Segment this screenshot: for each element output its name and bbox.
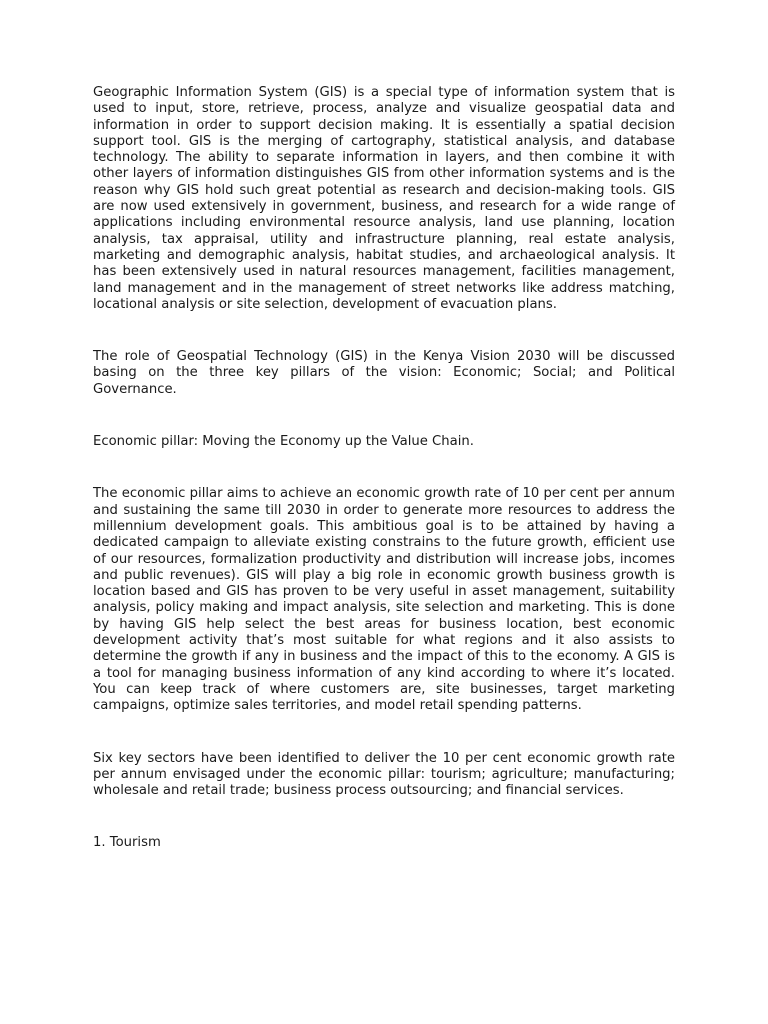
- heading-tourism: 1. Tourism: [93, 835, 161, 851]
- paragraph-economic-pillar: The economic pillar aims to achieve an economic growth rate of 10 per cent per annum and sustaining the same till 2030 in order to generate more resources to address the millennium development goals. This ambitious goal is to be attained by having a dedicated campaign to alleviate existing constrains to the future growth, efficient use of our resources, formalization productivity and distribution will increase jobs, incomes and public revenues). GIS will play a big role in economic growth business growth is location based and GIS has proven to be very useful in asset management, suitability analysis, policy making and impact analysis, site selection and marketing. This is done by having GIS help select the best areas for business location, best economic development activity that’s most suitable for what regions and it also assists to determine the growth if any in business and the impact of this to the economy. A GIS is a tool for managing business information of any kind according to where it’s located. You can keep track of where customers are, site businesses, target marketing campaigns, optimize sales territories, and model retail spending patterns.: [93, 486, 675, 714]
- paragraph-kenya-vision-role: The role of Geospatial Technology (GIS) in the Kenya Vision 2030 will be discussed basing on the three key pillars of the vision: Economic; Social; and Political Governance.: [93, 349, 675, 397]
- paragraph-gis-definition: Geographic Information System (GIS) is a special type of information system that is used to input, store, retrieve, process, analyze and visualize geospatial data and information in order to support decision making. It is essentially a spatial decision support tool. GIS is the merging of cartography, statistical analysis, and database technology. The ability to separate information in layers, and then combine it with other layers of information distinguishes GIS from other information systems and is the reason why GIS hold such great potential as research and decision-making tools. GIS are now used extensively in government, business, and research for a wide range of applications including environmental resource analysis, land use planning, location analysis, tax appraisal, utility and infrastructure planning, real estate analysis, marketing and demographic analysis, habitat studies, and archaeological analysis. It has been extensively used in natural resources management, facilities management, land management and in the management of street networks like address matching, locational analysis or site selection, development of evacuation plans.: [93, 85, 675, 312]
- document-page: [93, 85, 675, 852]
- paragraph-six-key-sectors: Six key sectors have been identified to deliver the 10 per cent economic growth rate per annum envisaged under the economic pillar: tourism; agriculture; manufacturing; wholesale and retail trade; business process outsourcing; and financial services.: [93, 750, 675, 799]
- heading-economic-pillar: Economic pillar: Moving the Economy up the Value Chain.: [93, 434, 474, 450]
